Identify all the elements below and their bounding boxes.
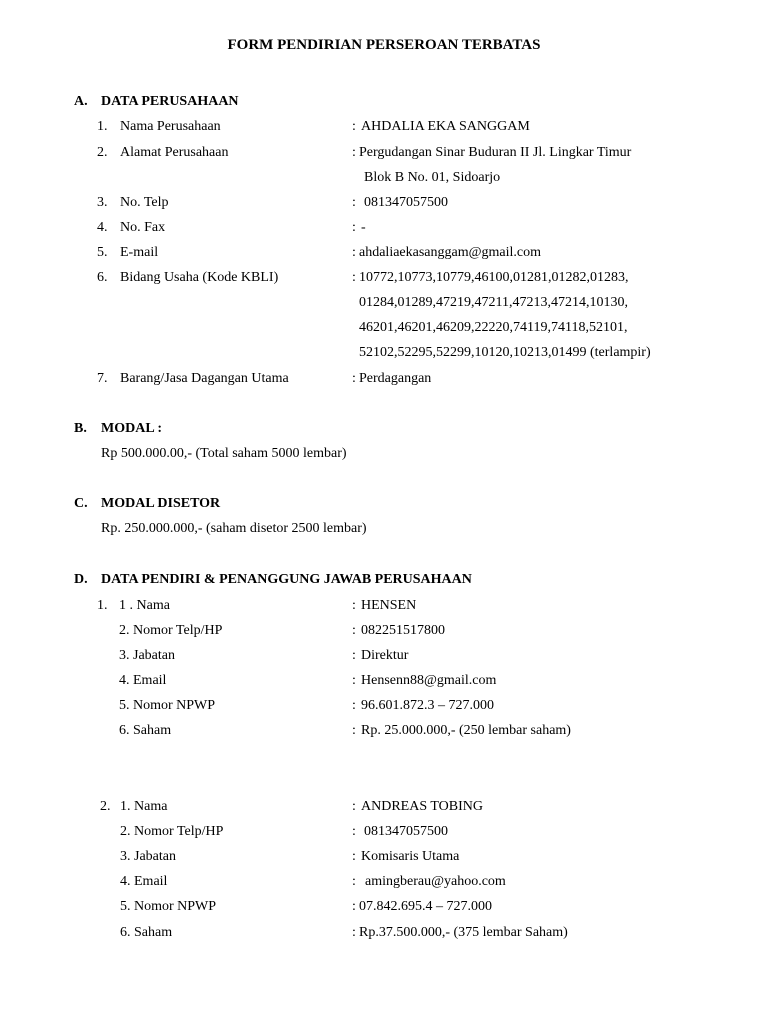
founder-1-name-colon: :: [352, 598, 356, 613]
item-6-label: Bidang Usaha (Kode KBLI): [120, 270, 279, 285]
founder-1-name-value: HENSEN: [361, 598, 417, 613]
founder-2-email-colon: :: [352, 874, 356, 889]
founder-2-position-colon: :: [352, 849, 356, 864]
kbli-value-line-1: 10772,10773,10779,46100,01281,01282,01283,: [359, 270, 629, 285]
founder-1-phone-colon: :: [352, 623, 356, 638]
founder-2-name-colon: :: [352, 799, 356, 814]
founder-1-name-label: 1 . Nama: [119, 598, 170, 613]
founder-1-phone-label: 2. Nomor Telp/HP: [119, 623, 223, 638]
founder-2-npwp-label: 5. Nomor NPWP: [120, 899, 217, 914]
founder-1-number: 1.: [97, 598, 108, 613]
section-a-letter: A.: [74, 94, 88, 109]
item-1-number: 1.: [97, 119, 108, 134]
founder-1-email-value: Hensenn88@gmail.com: [361, 673, 497, 688]
kbli-value-line-3: 46201,46201,46209,22220,74119,74118,52101,: [359, 320, 628, 335]
kbli-value-line-4: 52102,52295,52299,10120,10213,01499 (terlampir): [359, 345, 651, 360]
page-title: FORM PENDIRIAN PERSEROAN TERBATAS: [227, 37, 541, 53]
founder-2-position-label: 3. Jabatan: [120, 849, 176, 864]
section-b-letter: B.: [74, 421, 87, 436]
section-c-heading: MODAL DISETOR: [101, 496, 221, 511]
founder-2-shares-value: Rp.37.500.000,- (375 lembar Saham): [359, 925, 568, 940]
item-4-colon: :: [352, 220, 356, 235]
founder-1-npwp-value: 96.601.872.3 – 727.000: [361, 698, 494, 713]
founder-2-position-value: Komisaris Utama: [361, 849, 460, 864]
founder-1-shares-colon: :: [352, 723, 356, 738]
founder-2-phone-colon: :: [352, 824, 356, 839]
founder-1-email-colon: :: [352, 673, 356, 688]
founder-2-shares-label: 6. Saham: [120, 925, 173, 940]
founder-2-phone-label: 2. Nomor Telp/HP: [120, 824, 224, 839]
phone-value: 081347057500: [364, 195, 448, 210]
item-4-number: 4.: [97, 220, 108, 235]
founder-2-name-label: 1. Nama: [120, 799, 168, 814]
item-6-colon: :: [352, 270, 356, 285]
paid-capital-value: Rp. 250.000.000,- (saham disetor 2500 lembar): [101, 521, 367, 536]
email-value: ahdaliaekasanggam@gmail.com: [359, 245, 541, 260]
fax-value: -: [361, 220, 366, 235]
item-2-number: 2.: [97, 145, 108, 160]
item-1-label: Nama Perusahaan: [120, 119, 221, 134]
section-a-heading: DATA PERUSAHAAN: [101, 94, 239, 109]
address-value-line-2: Blok B No. 01, Sidoarjo: [364, 170, 501, 185]
founder-2-name-value: ANDREAS TOBING: [361, 799, 483, 814]
section-c-letter: C.: [74, 496, 88, 511]
founder-1-npwp-colon: :: [352, 698, 356, 713]
item-5-label: E-mail: [120, 245, 159, 260]
item-4-label: No. Fax: [120, 220, 166, 235]
item-5-colon: :: [352, 245, 356, 260]
item-2-colon: :: [352, 145, 356, 160]
item-3-label: No. Telp: [120, 195, 169, 210]
item-1-colon: :: [352, 119, 356, 134]
capital-value: Rp 500.000.00,- (Total saham 5000 lembar): [101, 446, 347, 461]
section-d-heading: DATA PENDIRI & PENANGGUNG JAWAB PERUSAHAAN: [101, 572, 472, 587]
founder-1-position-colon: :: [352, 648, 356, 663]
main-goods-value: Perdagangan: [359, 371, 432, 386]
founder-1-npwp-label: 5. Nomor NPWP: [119, 698, 216, 713]
item-6-number: 6.: [97, 270, 108, 285]
founder-1-email-label: 4. Email: [119, 673, 167, 688]
founder-2-npwp-colon: :: [352, 899, 356, 914]
item-2-label: Alamat Perusahaan: [120, 145, 229, 160]
item-5-number: 5.: [97, 245, 108, 260]
founder-1-shares-label: 6. Saham: [119, 723, 172, 738]
item-7-colon: :: [352, 371, 356, 386]
founder-2-email-label: 4. Email: [120, 874, 168, 889]
kbli-value-line-2: 01284,01289,47219,47211,47213,47214,10130,: [359, 295, 628, 310]
item-3-number: 3.: [97, 195, 108, 210]
founder-1-position-value: Direktur: [361, 648, 409, 663]
section-b-heading: MODAL :: [101, 421, 163, 436]
founder-1-phone-value: 082251517800: [361, 623, 445, 638]
founder-2-number: 2.: [100, 799, 111, 814]
founder-2-npwp-value: 07.842.695.4 – 727.000: [359, 899, 492, 914]
item-3-colon: :: [352, 195, 356, 210]
founder-2-email-value: amingberau@yahoo.com: [365, 874, 506, 889]
item-7-label: Barang/Jasa Dagangan Utama: [120, 371, 289, 386]
item-7-number: 7.: [97, 371, 108, 386]
founder-1-position-label: 3. Jabatan: [119, 648, 175, 663]
address-value-line-1: Pergudangan Sinar Buduran II Jl. Lingkar Timur: [359, 145, 632, 160]
founder-2-phone-value: 081347057500: [364, 824, 448, 839]
company-name-value: AHDALIA EKA SANGGAM: [361, 119, 530, 134]
founder-2-shares-colon: :: [352, 925, 356, 940]
section-d-letter: D.: [74, 572, 88, 587]
founder-1-shares-value: Rp. 25.000.000,- (250 lembar saham): [361, 723, 571, 738]
